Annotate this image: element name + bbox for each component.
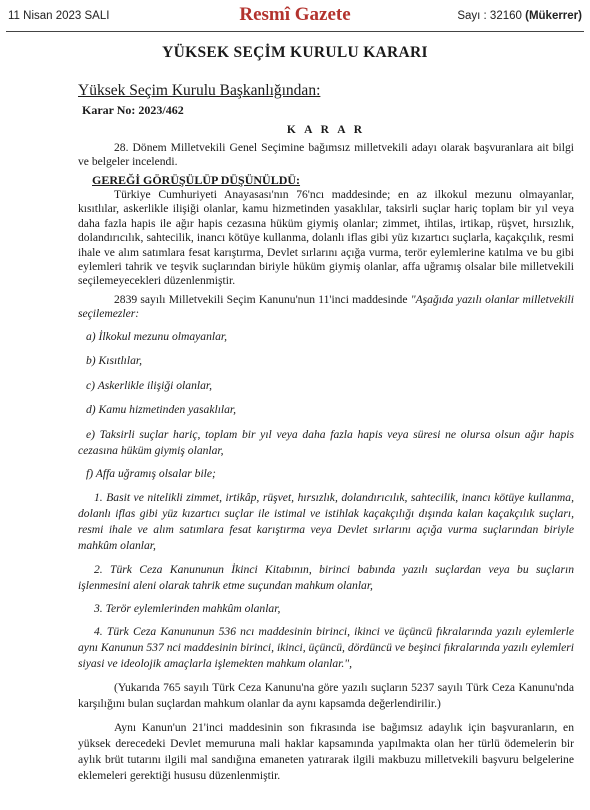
- paragraph-law-2839: [78, 293, 574, 322]
- issue-number: [457, 10, 582, 22]
- document-heading: YÜKSEK SEÇİM KURULU KARARI: [162, 44, 428, 61]
- subheading: GEREĞİ GÖRÜŞÜLÜP DÜŞÜNÜLDÜ:: [92, 172, 301, 187]
- list-item-f3: 3. Terör eylemlerinden mahkûm olanlar,: [94, 601, 281, 615]
- karar-label: K A R A R: [286, 124, 366, 137]
- law-quote-text: "Aşağıda yazılı olanlar milletvekili seçilemezler:: [78, 292, 574, 321]
- list-item-f1: 1. Basit ve nitelikli zimmet, irtikâp, rüşvet, hırsızlık, dolandırıcılık, sahtecilik, inancı kötüye kullanma, dolanlı iflas gibi yüz kızartıcı suçlar ile istimal ve istihlak kaçakçılığı dışında kalan kaçakçılık suçları, resmi ihale ve alım satımlara fesat karıştırma veya Devlet sırlarını açığa vurma suçlarından biriyle mahkûm olanlar,: [78, 490, 574, 552]
- decision-number: Karar No: 2023/462: [82, 103, 184, 117]
- law-intro-text: 2839 sayılı Milletvekili Seçim Kanunu'nun 11'inci maddesinde: [114, 292, 411, 306]
- intro-paragraph: 28. Dönem Milletvekili Genel Seçimine bağımsız milletvekili adayı olarak başvuranlara ait bilgi ve belgeler incelendi.: [78, 140, 574, 169]
- list-item-a: a) İlkokul mezunu olmayanlar,: [86, 329, 228, 343]
- list-item-f2: 2. Türk Ceza Kanununun İkinci Kitabının, birinci babında yazılı suçlardan veya bu suçların işlenmesini aleni olarak tahrik etme suçundan mahkum olanlar,: [78, 562, 574, 592]
- list-item-f4: 4. Türk Ceza Kanununun 536 ncı maddesinin birinci, ikinci ve üçüncü fıkralarında yazılı eylemlerle aynı Kanunun 537 nci maddesinin birinci, ikinci, üçüncü, dördüncü ve beşinci fıkralarında yazılı eylemleri siyasi ve ideolojik amaçlarla işlemekten mahkum olanlar.",: [78, 625, 574, 671]
- paragraph-article-21: Aynı Kanun'un 21'inci maddesinin son fıkrasında ise bağımsız adaylık için başvuranların, en yüksek derecedeki Devlet memuruna mali haklar kapsamında yapılmakta olan her türlü ödemelerin bir aylık brüt tutarını ilgili mal sandığına emaneten yatırarak ilgili makbuzu milletvekili başvuru belgelerine eklemeleri gerektiği hususu düzenlenmiştir.: [78, 721, 574, 783]
- issue-date: 11 Nisan 2023 SALI: [8, 10, 110, 22]
- list-item-f: f) Affa uğramış olsalar bile;: [86, 467, 216, 481]
- list-item-b: b) Kısıtlılar,: [86, 354, 143, 368]
- document-body: [78, 82, 574, 784]
- issue-suffix: (Mükerrer): [525, 10, 582, 22]
- paragraph-constitution: Türkiye Cumhuriyeti Anayasası'nın 76'ncı maddesinde; en az ilkokul mezunu olmayanlar, kısıtlılar, askerlikle ilişiği olanlar, kamu hizmetinden yasaklılar, taksirli suçlar hariç toplam bir yıl veya daha fazla hapis ile ağır hapis cezasına hüküm giymiş olanlar; zimmet, ihtilas, irtikap, rüşvet, hırsızlık, dolandırıcılık, sahtecilik, inancı kötüye kullanma, dolanlı iflas gibi yüz kızartıcı suçlarla, kaçakçılık, resmi ihale ve alım satımlara fesat karıştırma, Devlet sırlarını açığa vurma, terör eylemlerine katılma ve bu gibi eylemleri tahrik ve teşvik suçlarından biriyle hüküm giymiş olanlar, affa uğramış olsalar bile milletvekili seçilemeyecekleri düzenlenmiştir.: [78, 188, 574, 288]
- paragraph-note-765: (Yukarıda 765 sayılı Türk Ceza Kanunu'na göre yazılı suçların 5237 sayılı Türk Ceza Kanunu'nda karşılığını bulan suçlardan mahkum olanlar da aynı kapsamda değerlendirilir.): [78, 681, 574, 711]
- issue-number-text: Sayı : 32160: [457, 10, 522, 22]
- list-item-c: c) Askerlikle ilişiği olanlar,: [86, 378, 213, 392]
- authority-line: Yüksek Seçim Kurulu Başkanlığından:: [78, 82, 321, 99]
- gazette-header: [0, 0, 590, 32]
- list-item-d: d) Kamu hizmetinden yasaklılar,: [86, 402, 237, 416]
- gazette-title: Resmî Gazete: [239, 4, 351, 25]
- header-rule: [6, 31, 584, 32]
- list-item-e: e) Taksirli suçlar hariç, toplam bir yıl veya daha fazla hapis veya süresi ne olursa olsun ağır hapis cezasına hüküm giymiş olanlar,: [78, 428, 574, 458]
